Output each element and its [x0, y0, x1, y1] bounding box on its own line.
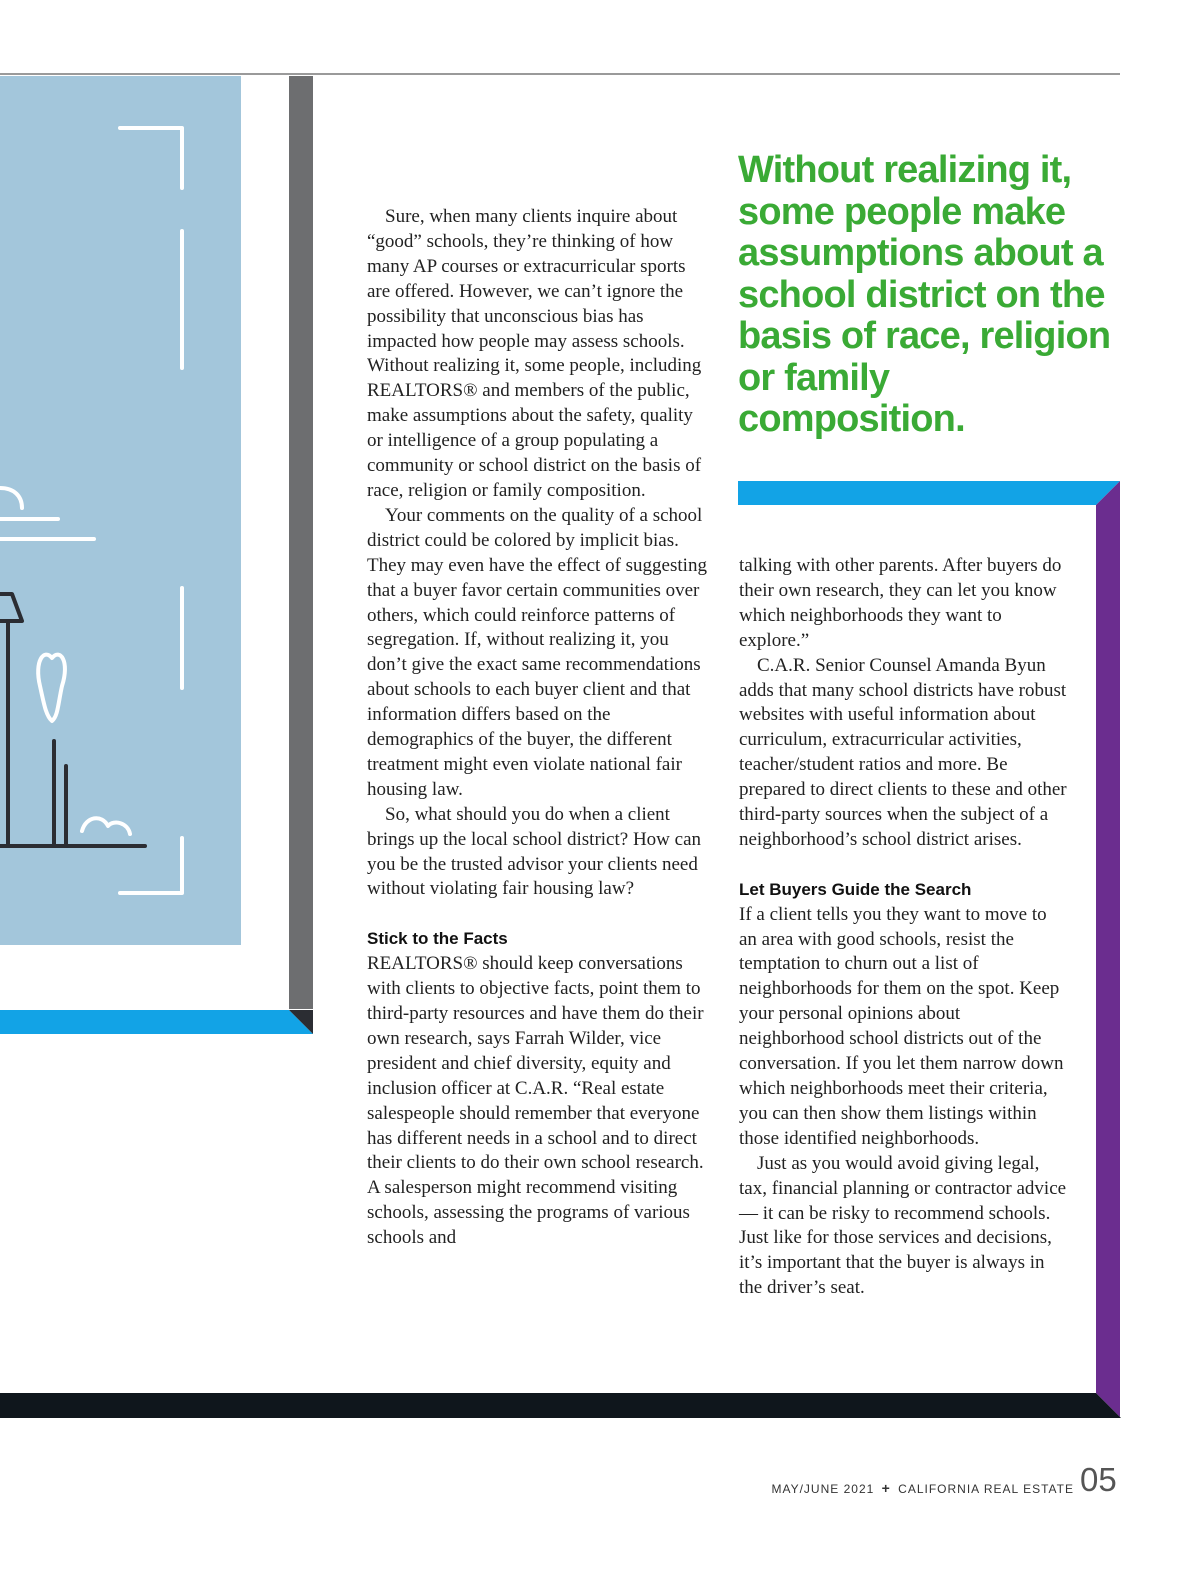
column-1-paragraph-4: REALTORS® should keep conversations with clients to objective facts, point them to third-party resources and have them do their own research, says Farrah Wilder, vice president and chief diversity, equity and inclusion officer at C.A.R. “Real estate salespeople should remember that everyone has different needs in a school and to direct their clients to do their own school research. A salesperson might recommend visiting schools, assessing the programs of various schools and — [367, 953, 704, 1249]
blue-accent-bar-left — [0, 1010, 313, 1034]
pull-quote: Without realizing it, some people make assumptions about a school district on the basis of race, religion or family composition. — [738, 149, 1111, 440]
column-2-paragraph-4: Just as you would avoid giving legal, tax, financial planning or contractor advice — it can be risky to recommend schools. Just like for those services and decisions, it’s important that the buyer is always in the driver’s seat. — [739, 1152, 1067, 1299]
column-2-paragraph-1: talking with other parents. After buyers do their own research, they can let you know which neighborhoods they want to explore.” — [739, 555, 1062, 651]
school-illustration-art — [0, 76, 241, 945]
school-illustration — [0, 76, 241, 945]
column-2-paragraph-3: If a client tells you they want to move to an area with good schools, resist the temptation to churn out a list of neighborhoods for them on the spot. Keep your personal opinions about neighborhood school districts out of the conversation. If you let them narrow down which neighborhoods meet their criteria, you can then show them listings within those identified neighborhoods. — [739, 903, 1064, 1149]
column-1-paragraph-3: So, what should you do when a client brings up the local school district? How can you be the trusted advisor your clients need without violating fair housing law? — [367, 803, 702, 900]
section-heading-stick-to-facts: Stick to the Facts — [367, 929, 508, 949]
page-number: 05 — [1080, 1461, 1117, 1498]
section-heading-let-buyers-guide: Let Buyers Guide the Search — [739, 879, 972, 899]
frame-gray-border — [289, 76, 313, 1009]
column-1-paragraph-1: Sure, when many clients inquire about “good” schools, they’re thinking of how many AP courses or extracurricular sports are offered. However, we can’t ignore the possibility that unconscious bias has impacted how people may assess schools. Without realizing it, some people, including REALTORS® and members of the public, make assumptions about the safety, quality or intelligence of a group populating a community or school district on the basis of race, religion or family composition. — [367, 206, 702, 501]
page-footer — [771, 1480, 1074, 1496]
footer-issue-date: MAY/JUNE 2021 — [771, 1482, 875, 1496]
column-2-paragraph-2: C.A.R. Senior Counsel Amanda Byun adds that many school districts have robust websites with useful information about curriculum, extracurricular activities, teacher/student ratios and more. Be prepared to direct clients to these and other third-party sources when the subject of a neighborhood’s school district arises. — [739, 654, 1067, 850]
footer-separator: + — [881, 1480, 891, 1496]
top-rule — [0, 73, 1120, 75]
frame-white-border — [241, 76, 289, 1009]
article-column-1 — [367, 205, 707, 1251]
column-1-paragraph-2: Your comments on the quality of a school district could be colored by implicit bias. They may even have the effect of suggesting that a buyer favor certain communities over others, which could reinforce patterns of segregation. If, without realizing it, you don’t give the exact same recommendations about schools to each buyer client and that information differs based on the demographics of the buyer, the different treatment might even violate national fair housing law. — [367, 504, 707, 800]
footer-publication: CALIFORNIA REAL ESTATE — [898, 1482, 1074, 1496]
dark-bottom-bar — [0, 1393, 1122, 1418]
article-column-2 — [739, 554, 1069, 1301]
